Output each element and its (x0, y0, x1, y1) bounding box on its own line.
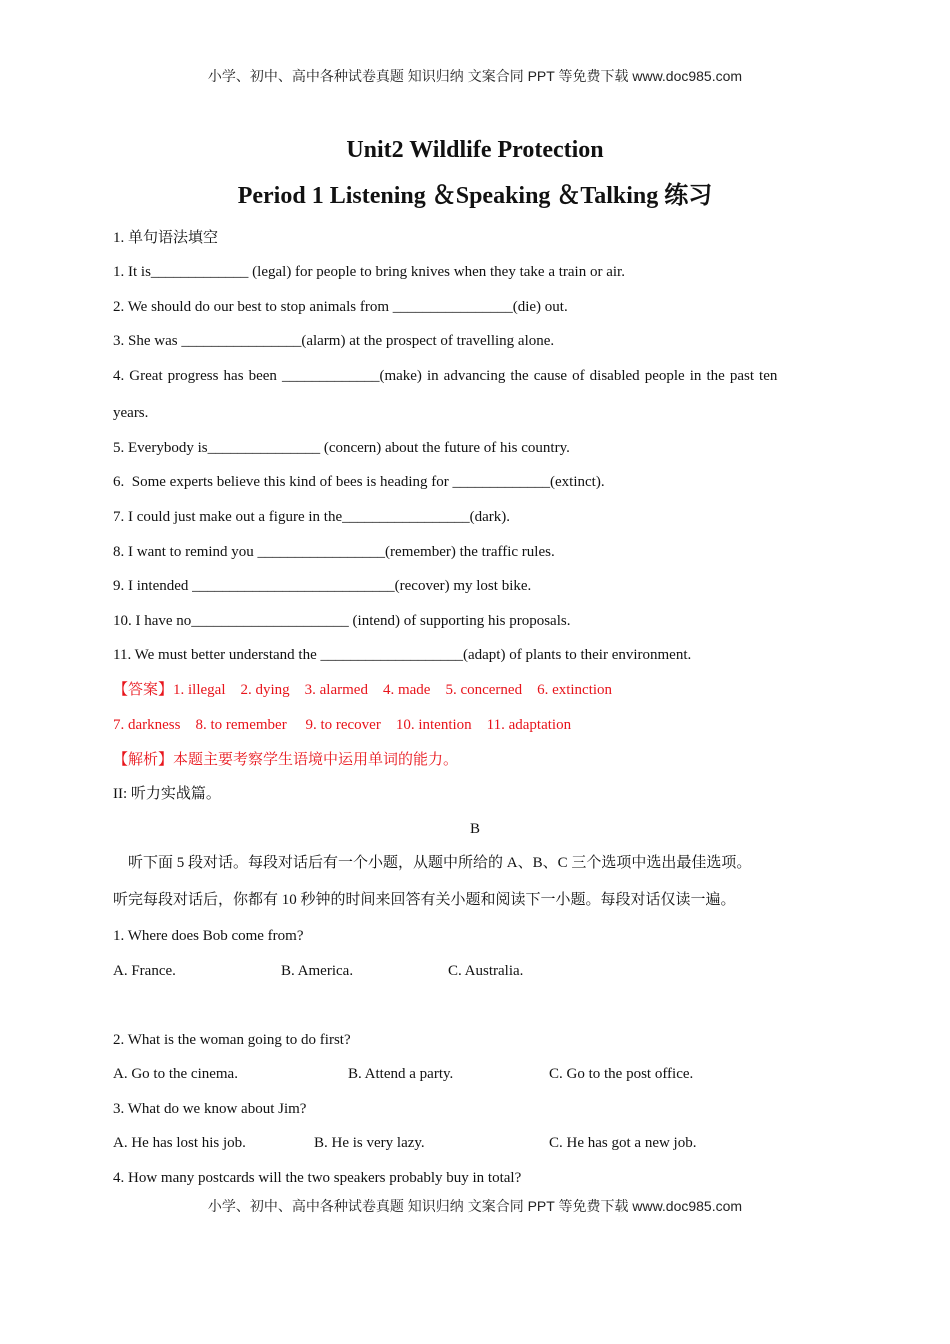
option-b: B. America. (281, 963, 354, 979)
page-footer: 小学、初中、高中各种试卷真题 知识归纳 文案合同 PPT 等免费下载 www.doc985.com (207, 1198, 743, 1214)
question: 2. What is the woman going to do first? (113, 1032, 351, 1048)
page-header: 小学、初中、高中各种试卷真题 知识归纳 文案合同 PPT 等免费下载 www.doc985.com (207, 68, 743, 84)
option-a: A. Go to the cinema. (113, 1066, 238, 1082)
option-a: A. France. (113, 963, 176, 979)
instructions: 听完每段对话后，你都有 10 秒钟的时间来回答有关小题和阅读下一小题。每段对话仅读一遍。 (113, 892, 736, 908)
exercise-item: 5. Everybody is_______________ (concern) about the future of his country. (113, 440, 570, 456)
exercise-item: 11. We must better understand the ___________________(adapt) of plants to their environment. (113, 647, 692, 663)
exercise-item: 3. She was ________________(alarm) at the prospect of travelling alone. (113, 333, 555, 349)
option-c: C. He has got a new job. (549, 1135, 697, 1151)
exercise-item: 8. I want to remind you _________________(remember) the traffic rules. (113, 544, 555, 560)
title: Unit2 Wildlife Protection (346, 137, 604, 163)
exercise-item: years. (113, 405, 149, 421)
exercise-item: 6. Some experts believe this kind of bees is heading for _____________(extinct). (113, 474, 605, 490)
option-c: C. Go to the post office. (549, 1066, 694, 1082)
question: 1. Where does Bob come from? (113, 928, 304, 944)
answer-key: 【答案】1. illegal 2. dying 3. alarmed 4. made 5. concerned 6. extinction (113, 682, 613, 698)
instructions: 听下面 5 段对话。每段对话后有一个小题，从题中所给的 A、B、C 三个选项中选出最佳选项。 (113, 855, 752, 871)
option-b: B. Attend a party. (348, 1066, 454, 1082)
answer-key: 7. darkness 8. to remember 9. to recover 10. intention 11. adaptation (113, 717, 572, 733)
option-a: A. He has lost his job. (113, 1135, 246, 1151)
section-heading: 1. 单句语法填空 (113, 230, 219, 246)
analysis: 【解析】本题主要考察学生语境中运用单词的能力。 (113, 752, 459, 768)
option-b: B. He is very lazy. (314, 1135, 425, 1151)
exercise-item: 7. I could just make out a figure in the_________________(dark). (113, 509, 511, 525)
question: 4. How many postcards will the two speakers probably buy in total? (113, 1170, 522, 1186)
exercise-item: 10. I have no_____________________ (intend) of supporting his proposals. (113, 613, 571, 629)
subtitle: Period 1 Listening ＆Speaking ＆Talking 练习 (237, 183, 713, 209)
part-label: B (469, 821, 480, 837)
exercise-item: 4. Great progress has been _____________(make) in advancing the cause of disabled people in the past ten (113, 368, 778, 384)
section-heading: II: 听力实战篇。 (113, 786, 221, 802)
question: 3. What do we know about Jim? (113, 1101, 307, 1117)
option-c: C. Australia. (448, 963, 524, 979)
exercise-item: 2. We should do our best to stop animals from ________________(die) out. (113, 299, 568, 315)
exercise-item: 9. I intended ___________________________(recover) my lost bike. (113, 578, 532, 594)
exercise-item: 1. It is_____________ (legal) for people to bring knives when they take a train or air. (113, 264, 625, 280)
